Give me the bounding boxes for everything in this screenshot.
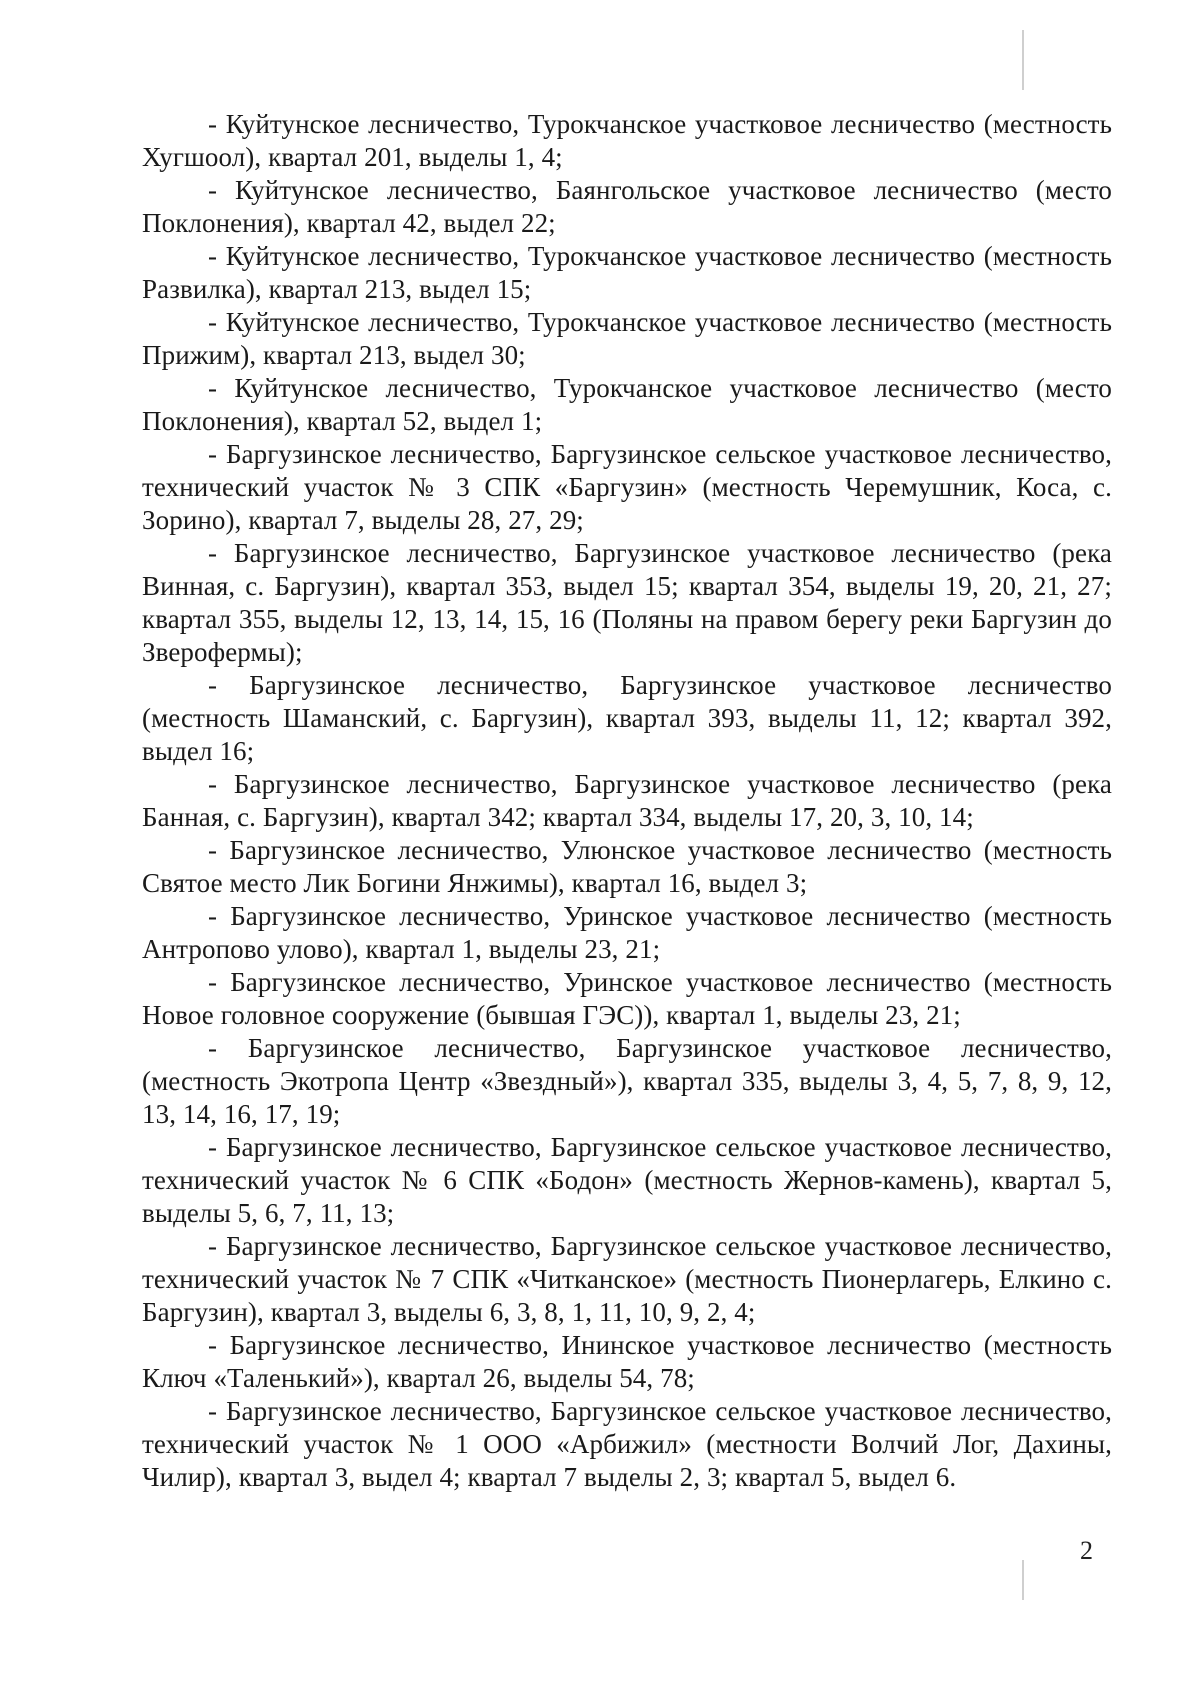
scan-edge-mark: [1022, 1560, 1024, 1600]
list-item: - Баргузинское лесничество, Баргузинское участковое лесничество (река Винная, с. Баргузин), квартал 353, выдел 15; квартал 354, выделы 19, 20, 21, 27; квартал 355, выделы 12, 13, 14, 15, 16 (Поляны на правом берегу реки Баргузин до Зверофермы);: [142, 538, 1112, 667]
list-item: - Баргузинское лесничество, Уринское участковое лесничество (местность Антропово улово), квартал 1, выделы 23, 21;: [142, 901, 1112, 964]
list-item: - Куйтунское лесничество, Турокчанское участковое лесничество (местность Развилка), квартал 213, выдел 15;: [142, 241, 1112, 304]
list-item: - Баргузинское лесничество, Баргузинское сельское участковое лесничество, технический участок № 7 СПК «Читканское» (местность Пионерлагерь, Елкино с. Баргузин), квартал 3, выделы 6, 3, 8, 1, 11, 10, 9, 2, 4;: [142, 1231, 1112, 1327]
scan-edge-mark: [1022, 30, 1024, 90]
list-item: - Куйтунское лесничество, Баянгольское участковое лесничество (место Поклонения), квартал 42, выдел 22;: [142, 175, 1112, 238]
list-item: - Куйтунское лесничество, Турокчанское участковое лесничество (местность Прижим), квартал 213, выдел 30;: [142, 307, 1112, 370]
list-item: - Баргузинское лесничество, Баргузинское сельское участковое лесничество, технический участок № 6 СПК «Бодон» (местность Жернов-камень), квартал 5, выделы 5, 6, 7, 11, 13;: [142, 1132, 1112, 1228]
list-item: - Баргузинское лесничество, Уринское участковое лесничество (местность Новое головное сооружение (бывшая ГЭС)), квартал 1, выделы 23, 21;: [142, 967, 1112, 1030]
list-item: - Куйтунское лесничество, Турокчанское участковое лесничество (местность Хугшоол), квартал 201, выделы 1, 4;: [142, 109, 1112, 172]
list-item: - Баргузинское лесничество, Улюнское участковое лесничество (местность Святое место Лик Богини Янжимы), квартал 16, выдел 3;: [142, 835, 1112, 898]
list-item: - Баргузинское лесничество, Ининское участковое лесничество (местность Ключ «Таленький»), квартал 26, выделы 54, 78;: [142, 1330, 1112, 1393]
list-item: - Баргузинское лесничество, Баргузинское участковое лесничество (река Банная, с. Баргузин), квартал 342; квартал 334, выделы 17, 20, 3, 10, 14;: [142, 769, 1112, 832]
document-body: [142, 108, 1112, 1494]
list-item: - Баргузинское лесничество, Баргузинское сельское участковое лесничество, технический участок № 3 СПК «Баргузин» (местность Черемушник, Коса, с. Зорино), квартал 7, выделы 28, 27, 29;: [142, 439, 1112, 535]
list-item: - Куйтунское лесничество, Турокчанское участковое лесничество (место Поклонения), квартал 52, выдел 1;: [142, 373, 1112, 436]
list-item: - Баргузинское лесничество, Баргузинское участковое лесничество (местность Шаманский, с. Баргузин), квартал 393, выделы 11, 12; квартал 392, выдел 16;: [142, 670, 1112, 766]
page-number: 2: [1080, 1536, 1093, 1565]
list-item: - Баргузинское лесничество, Баргузинское участковое лесничество, (местность Экотропа Центр «Звездный»), квартал 335, выделы 3, 4, 5, 7, 8, 9, 12, 13, 14, 16, 17, 19;: [142, 1033, 1112, 1129]
list-item: - Баргузинское лесничество, Баргузинское сельское участковое лесничество, технический участок № 1 ООО «Арбижил» (местности Волчий Лог, Дахины, Чилир), квартал 3, выдел 4; квартал 7 выделы 2, 3; квартал 5, выдел 6.: [142, 1396, 1112, 1492]
